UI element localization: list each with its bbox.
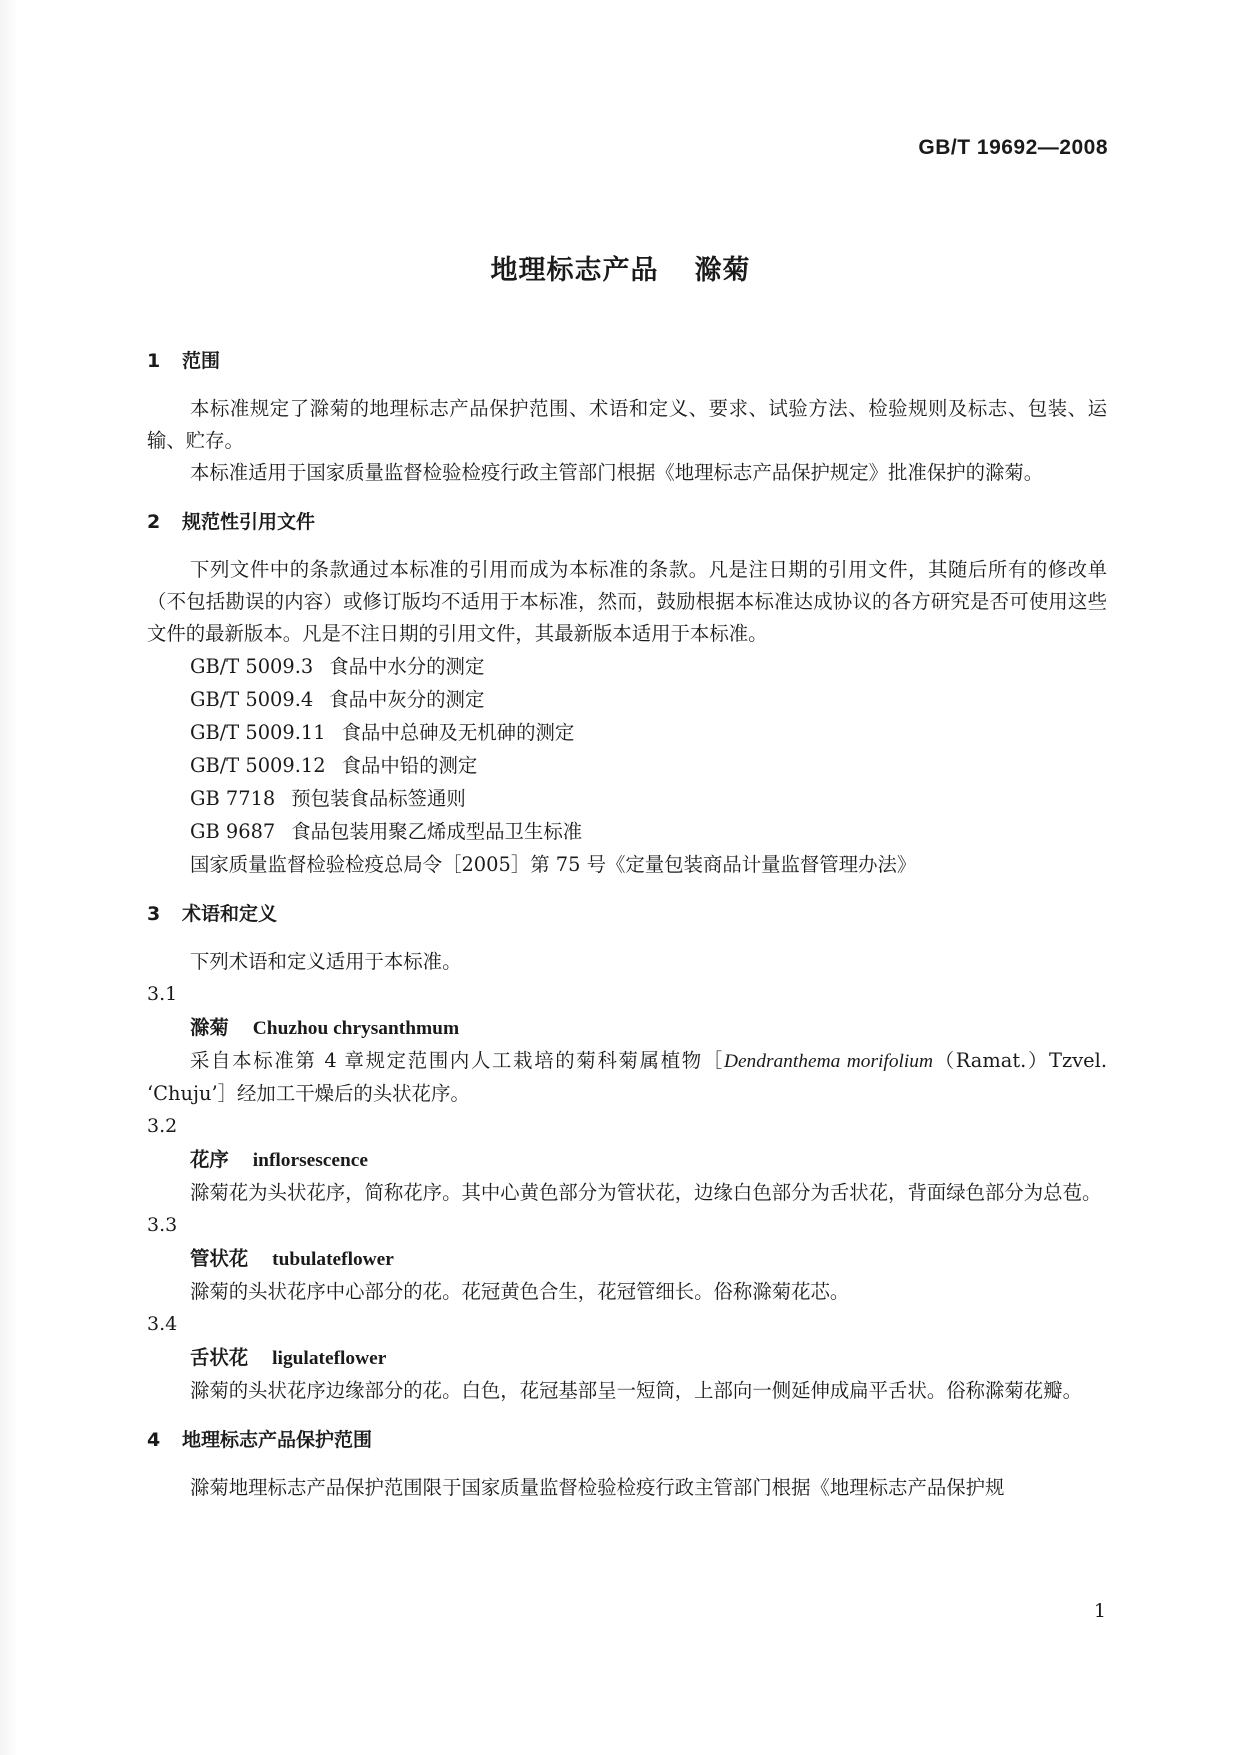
paragraph: 本标准规定了滁菊的地理标志产品保护范围、术语和定义、要求、试验方法、检验规则及标志、包装、运输、贮存。 <box>147 397 1107 452</box>
reference-code: GB/T 5009.11 <box>190 721 326 744</box>
reference-item <box>147 782 1107 815</box>
reference-title: 食品中水分的测定 <box>329 655 485 678</box>
paragraph: 滁菊地理标志产品保护范围限于国家质量监督检验检疫行政主管部门根据《地理标志产品保护规 <box>190 1476 1005 1499</box>
reference-code: GB 9687 <box>190 820 276 843</box>
reference-code: GB 7718 <box>190 787 276 810</box>
title-part-1: 地理标志产品 <box>490 255 659 286</box>
reference-code: GB/T 5009.12 <box>190 754 326 777</box>
latin-name: Dendranthema morifolium <box>723 1051 933 1072</box>
term-definition: 滁菊的头状花序中心部分的花。花冠黄色合生，花冠管细长。俗称滁菊花芯。 <box>190 1280 850 1303</box>
term-number: 3.4 <box>147 1313 178 1335</box>
term-zh: 花序 <box>190 1148 229 1171</box>
section-3-heading <box>147 899 1107 934</box>
term-number: 3.2 <box>147 1115 178 1137</box>
paragraph: 本标准适用于国家质量监督检验检疫行政主管部门根据《地理标志产品保护规定》批准保护的滁菊。 <box>190 461 1044 484</box>
reference-title: 食品中总砷及无机砷的测定 <box>341 721 575 744</box>
reference-item <box>147 815 1107 848</box>
term-en: inflorsescence <box>252 1150 369 1171</box>
section-title: 术语和定义 <box>182 903 278 925</box>
section-1-heading <box>147 346 1107 381</box>
section-2-heading <box>147 507 1107 542</box>
term-en: tubulateflower <box>272 1249 394 1270</box>
term-number: 3.3 <box>147 1214 178 1236</box>
page-number: 1 <box>1093 1600 1106 1622</box>
paragraph: 下列术语和定义适用于本标准。 <box>190 950 462 973</box>
standard-number: GB/T 19692—2008 <box>918 136 1108 159</box>
term-zh: 舌状花 <box>190 1346 249 1369</box>
term-definition: 采自本标准第 4 章规定范围内人工栽培的菊科菊属植物［Dendranthema morifolium（Ramat.）Tzvel. ‘Chuju’］经加工干燥后的头状花序。 <box>147 1049 1107 1105</box>
reference-title: 食品中铅的测定 <box>341 754 478 777</box>
term-heading <box>147 1242 1107 1276</box>
section-number: 3 <box>147 903 161 925</box>
term-definition: 滁菊的头状花序边缘部分的花。白色，花冠基部呈一短筒，上部向一侧延伸成扁平舌状。俗称滁菊花瓣。 <box>190 1379 1082 1402</box>
reference-item: 国家质量监督检验检疫总局令［2005］第 75 号《定量包装商品计量监督管理办法》 <box>190 853 917 876</box>
term-heading <box>147 1143 1107 1177</box>
term-number: 3.1 <box>147 983 178 1005</box>
reference-code: GB/T 5009.4 <box>190 688 314 711</box>
document-title <box>0 248 1241 287</box>
reference-item <box>147 716 1107 749</box>
term-heading <box>147 1341 1107 1375</box>
document-body <box>147 346 1107 1504</box>
reference-item <box>147 650 1107 683</box>
term-definition: 滁菊花为头状花序，简称花序。其中心黄色部分为管状花，边缘白色部分为舌状花，背面绿色部分为总苞。 <box>190 1181 1102 1204</box>
section-title: 范围 <box>182 350 221 372</box>
section-number: 1 <box>147 350 161 372</box>
reference-item <box>147 749 1107 782</box>
term-zh: 滁菊 <box>190 1016 229 1039</box>
term-en: Chuzhou chrysanthmum <box>252 1018 460 1039</box>
title-part-2: 滁菊 <box>694 255 751 286</box>
term-en: ligulateflower <box>272 1348 387 1369</box>
reference-title: 食品包装用聚乙烯成型品卫生标准 <box>291 820 583 843</box>
section-number: 2 <box>147 511 161 533</box>
section-title: 地理标志产品保护范围 <box>182 1429 373 1451</box>
term-heading <box>147 1011 1107 1045</box>
reference-code: GB/T 5009.3 <box>190 655 314 678</box>
reference-item <box>147 683 1107 716</box>
reference-title: 预包装食品标签通则 <box>291 787 466 810</box>
section-4-heading <box>147 1425 1107 1460</box>
section-title: 规范性引用文件 <box>182 511 316 533</box>
paragraph: 下列文件中的条款通过本标准的引用而成为本标准的条款。凡是注日期的引用文件，其随后所有的修改单（不包括勘误的内容）或修订版均不适用于本标准，然而，鼓励根据本标准达成协议的各方研究是否可使用这些文件的最新版本。凡是不注日期的引用文件，其最新版本适用于本标准。 <box>147 558 1107 645</box>
section-number: 4 <box>147 1429 161 1451</box>
term-zh: 管状花 <box>190 1247 249 1270</box>
reference-title: 食品中灰分的测定 <box>329 688 485 711</box>
